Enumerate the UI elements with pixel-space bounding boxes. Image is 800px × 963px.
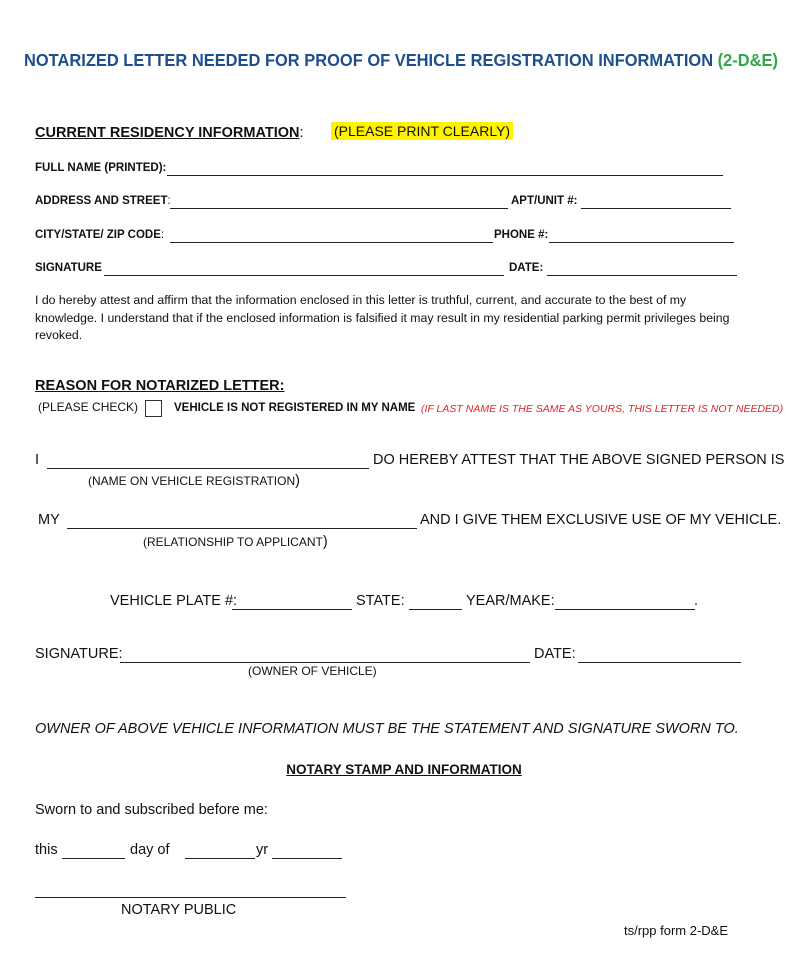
statement-my: MY [38, 512, 60, 528]
exclusive-use-text: AND I GIVE THEM EXCLUSIVE USE OF MY VEHICLE. [420, 512, 782, 528]
phone-label: PHONE #: [494, 229, 549, 241]
option-note: (IF LAST NAME IS THE SAME AS YOURS, THIS LETTER IS NOT NEEDED) [421, 403, 784, 415]
apt-label: APT/UNIT #: [511, 195, 578, 207]
not-registered-option: VEHICLE IS NOT REGISTERED IN MY NAME [174, 402, 416, 414]
form-code: (2-D&E) [717, 50, 778, 70]
notary-heading: NOTARY STAMP AND INFORMATION [286, 762, 522, 777]
state-field[interactable] [409, 609, 462, 610]
full-name-field[interactable] [167, 175, 723, 176]
phone-field[interactable] [549, 242, 734, 243]
date-label: DATE: [509, 262, 544, 274]
relationship-field[interactable] [67, 528, 417, 529]
print-clearly-note: (PLEASE PRINT CLEARLY) [331, 122, 513, 140]
attestation-paragraph: I do hereby attest and affirm that the information enclosed in this letter is truthful, current, and accurate to the best of my knowledge. I understand that if the enclosed information is falsified it may result in my residential parking permit privileges being revoked. [35, 293, 730, 342]
plate-field[interactable] [232, 609, 352, 610]
date-field[interactable] [547, 275, 737, 276]
sworn-text: Sworn to and subscribed before me: [35, 802, 268, 818]
registered-name-field[interactable] [47, 468, 369, 469]
year-field[interactable] [272, 858, 342, 859]
yr-label: yr [256, 842, 269, 858]
owner-date-label: DATE: [534, 646, 576, 662]
day-field[interactable] [62, 858, 125, 859]
residency-heading-row: CURRENT RESIDENCY INFORMATION: [35, 125, 304, 141]
day-of-label: day of [130, 842, 170, 858]
title-main: NOTARIZED LETTER NEEDED FOR PROOF OF VEHICLE REGISTRATION INFORMATION [24, 50, 714, 70]
month-field[interactable] [185, 858, 255, 859]
statement-i: I [35, 452, 40, 468]
plate-label: VEHICLE PLATE #: [110, 593, 238, 609]
address-label: ADDRESS AND STREET: [35, 195, 171, 207]
apt-field[interactable] [581, 208, 731, 209]
relationship-caption: (RELATIONSHIP TO APPLICANT) [143, 534, 328, 550]
page-title [24, 50, 776, 71]
owner-signature-field[interactable] [120, 662, 530, 663]
city-label: CITY/STATE/ ZIP CODE: [35, 229, 165, 241]
full-name-label: FULL NAME (PRINTED): [35, 162, 167, 174]
name-caption: (NAME ON VEHICLE REGISTRATION) [88, 473, 300, 489]
owner-note: OWNER OF ABOVE VEHICLE INFORMATION MUST BE THE STATEMENT AND SIGNATURE SWORN TO. [35, 721, 739, 737]
period: . [694, 593, 699, 609]
city-field[interactable] [170, 242, 493, 243]
state-label: STATE: [356, 593, 405, 609]
reason-heading: REASON FOR NOTARIZED LETTER: [35, 378, 285, 394]
year-make-field[interactable] [555, 609, 695, 610]
owner-signature-label: SIGNATURE: [35, 646, 123, 662]
address-field[interactable] [170, 208, 508, 209]
please-check-label: (PLEASE CHECK) [38, 400, 139, 414]
notary-signature-field[interactable] [35, 897, 346, 898]
this-label: this [35, 842, 58, 858]
signature-label: SIGNATURE [35, 262, 102, 274]
owner-caption: (OWNER OF VEHICLE) [248, 664, 377, 678]
residency-heading: CURRENT RESIDENCY INFORMATION [35, 125, 300, 141]
form-footer: ts/rpp form 2-D&E [624, 923, 729, 938]
notary-public-label: NOTARY PUBLIC [121, 902, 237, 918]
year-make-label: YEAR/MAKE: [466, 593, 555, 609]
signature-field[interactable] [104, 275, 504, 276]
attest-text: DO HEREBY ATTEST THAT THE ABOVE SIGNED PERSON IS [373, 452, 785, 468]
not-registered-checkbox[interactable] [145, 400, 162, 417]
owner-date-field[interactable] [578, 662, 741, 663]
